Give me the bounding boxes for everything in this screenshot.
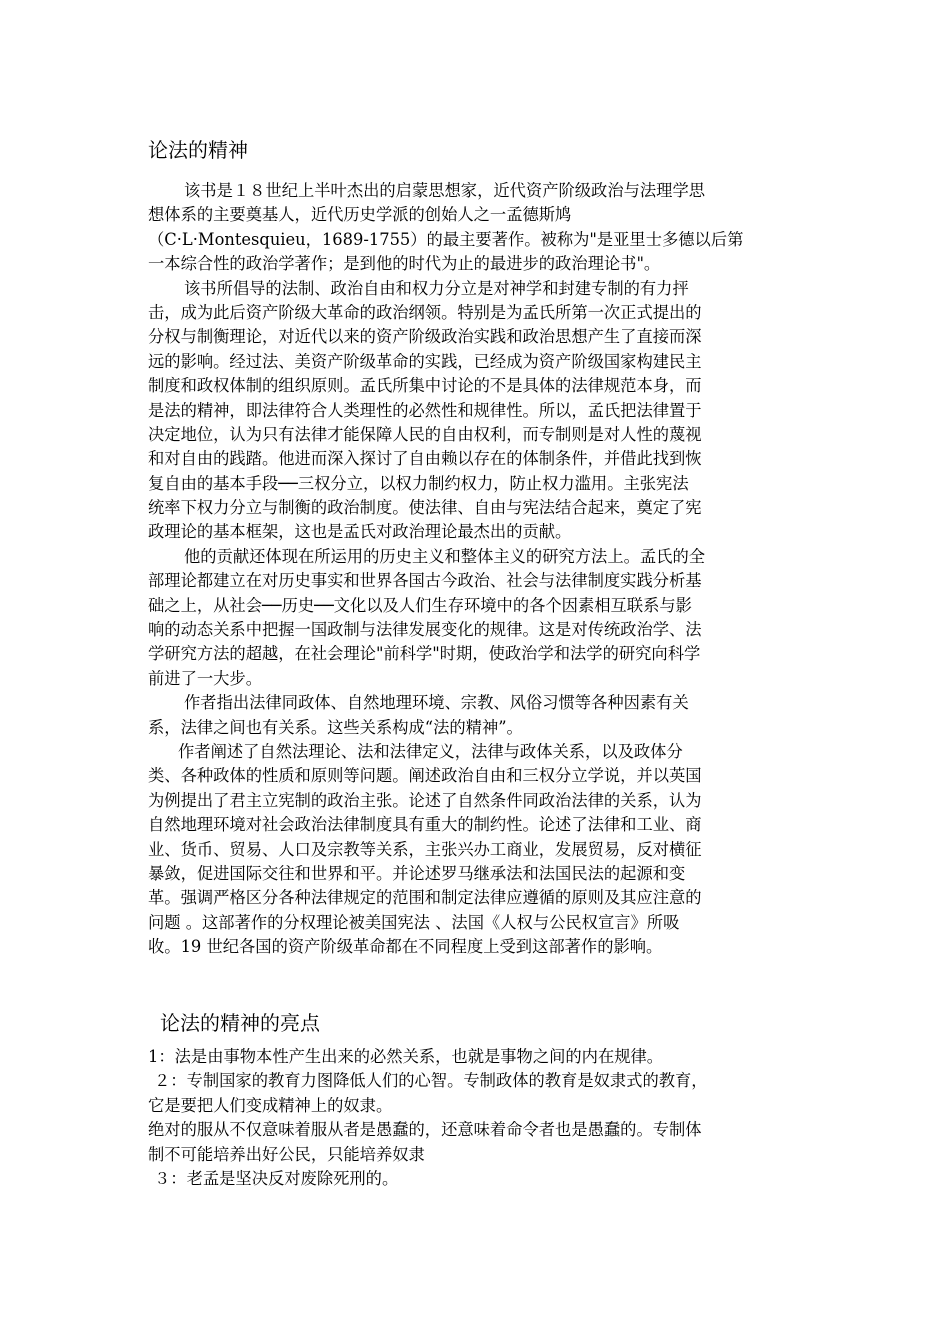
text-line: 击，成为此后资产阶级大革命的政治纲领。特别是为孟氏所第一次正式提出的 <box>148 302 702 322</box>
text-line: 响的动态关系中把握一国政制与法律发展变化的规律。这是对传统政治学、法 <box>148 620 702 640</box>
text-line: 一本综合性的政治学著作；是到他的时代为止的最进步的政治理论书"。 <box>148 254 661 274</box>
text-line: 业、货币、贸易、人口及宗教等关系，主张兴办工商业，发展贸易，反对横征 <box>148 839 702 859</box>
text-line: 础之上，从社会──历史──文化以及人们生存环境中的各个因素相互联系与影 <box>148 595 692 615</box>
text-line: 部理论都建立在对历史事实和世界各国古今政治、社会与法律制度实践分析基 <box>148 571 702 591</box>
text-line: 政理论的基本框架，这也是孟氏对政治理论最杰出的贡献。 <box>148 522 572 542</box>
text-line: 想体系的主要奠基人，近代历史学派的创始人之一孟德斯鸠 <box>148 205 572 225</box>
text-line: 问题 。这部著作的分权理论被美国宪法 、法国《人权与公民权宣言》所吸 <box>148 912 680 932</box>
highlight-line: ２：专制国家的教育力图降低人们的心智。专制政体的教育是奴隶式的教育， <box>154 1071 708 1091</box>
text-line: 分权与制衡理论，对近代以来的资产阶级政治实践和政治思想产生了直接而深 <box>148 327 702 347</box>
highlight-line: 制不可能培养出好公民，只能培养奴隶 <box>148 1144 425 1164</box>
text-line: 收。19 世纪各国的资产阶级革命都在不同程度上受到这部著作的影响。 <box>148 937 663 957</box>
document-title: 论法的精神 <box>148 138 248 162</box>
text-line: 自然地理环境对社会政治法律制度具有重大的制约性。论述了法律和工业、商 <box>148 815 702 835</box>
text-line: 学研究方法的超越，在社会理论"前科学"时期，使政治学和法学的研究向科学 <box>148 644 701 664</box>
text-line: （C·L·Montesquieu，1689-1755）的最主要著作。被称为"是亚里士多德以后第 <box>148 229 744 249</box>
highlight-line: 它是要把人们变成精神上的奴隶。 <box>148 1095 393 1115</box>
text-line: 作者指出法律同政体、自然地理环境、宗教、风俗习惯等各种因素有关 <box>184 693 689 713</box>
text-line: 该书所倡导的法制、政治自由和权力分立是对神学和封建专制的有力抨 <box>184 278 689 298</box>
text-line: 系，法律之间也有关系。这些关系构成“法的精神”。 <box>148 717 523 737</box>
text-line: 决定地位，认为只有法律才能保障人民的自由权利，而专制则是对人性的蔑视 <box>148 424 702 444</box>
highlight-line: 绝对的服从不仅意味着服从者是愚蠢的，还意味着命令者也是愚蠢的。专制体 <box>148 1120 702 1140</box>
highlight-line: ３：老孟是坚决反对废除死刑的。 <box>154 1168 399 1188</box>
text-line: 为例提出了君主立宪制的政治主张。论述了自然条件同政治法律的关系，认为 <box>148 790 702 810</box>
text-line: 远的影响。经过法、美资产阶级革命的实践，已经成为资产阶级国家构建民主 <box>148 351 702 371</box>
text-line: 和对自由的践踏。他进而深入探讨了自由赖以存在的体制条件，并借此找到恢 <box>148 449 702 469</box>
text-line: 作者阐述了自然法理论、法和法律定义，法律与政体关系，以及政体分 <box>178 741 683 761</box>
text-line: 前进了一大步。 <box>148 668 262 688</box>
highlights-body <box>148 1045 808 1191</box>
highlights-title: 论法的精神的亮点 <box>160 1011 320 1035</box>
text-line: 类、各种政体的性质和原则等问题。阐述政治自由和三权分立学说，并以英国 <box>148 766 702 786</box>
text-line: 该书是１８世纪上半叶杰出的启蒙思想家，近代资产阶级政治与法理学思 <box>184 181 706 200</box>
text-line: 暴敛，促进国际交往和世界和平。并论述罗马继承法和法国民法的起源和变 <box>148 863 686 883</box>
text-line: 他的贡献还体现在所运用的历史主义和整体主义的研究方法上。孟氏的全 <box>184 546 706 566</box>
text-line: 制度和政权体制的组织原则。孟氏所集中讨论的不是具体的法律规范本身，而 <box>148 376 702 396</box>
highlight-line: 1：法是由事物本性产生出来的必然关系，也就是事物之间的内在规律。 <box>148 1047 664 1066</box>
text-line: 革。强调严格区分各种法律规定的范围和制定法律应遵循的原则及其应注意的 <box>148 888 702 908</box>
text-line: 是法的精神，即法律符合人类理性的必然性和规律性。所以，孟氏把法律置于 <box>148 400 702 420</box>
intro-body <box>148 179 808 960</box>
text-line: 统率下权力分立与制衡的政治制度。使法律、自由与宪法结合起来，奠定了宪 <box>148 498 702 518</box>
text-line: 复自由的基本手段──三权分立，以权力制约权力，防止权力滥用。主张宪法 <box>148 473 689 493</box>
